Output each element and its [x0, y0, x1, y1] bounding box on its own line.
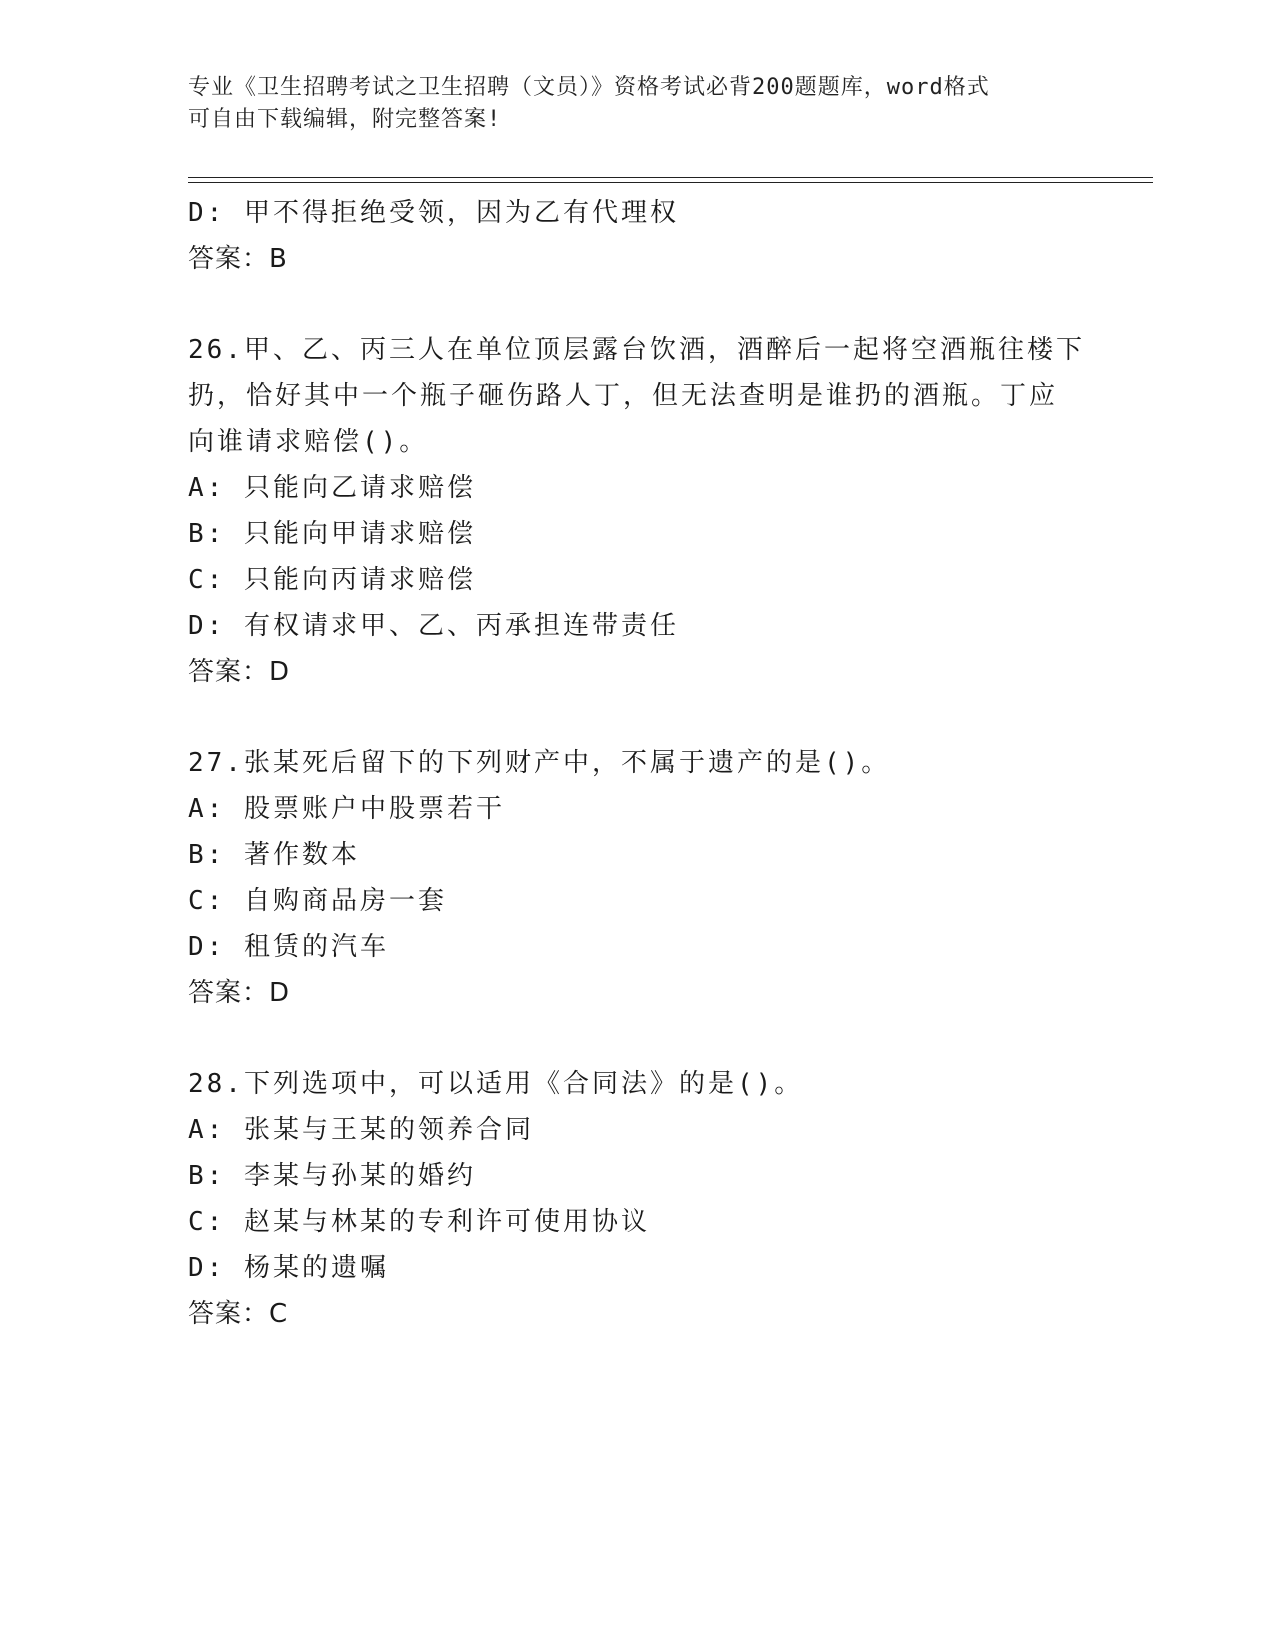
question-stem-line: 27.张某死后留下的下列财产中，不属于遗产的是()。: [188, 748, 891, 778]
question-27: [188, 740, 1088, 1016]
header-rule-bottom: [188, 182, 1153, 183]
option-c: C: 自购商品房一套: [188, 886, 447, 916]
option-b: B: 著作数本: [188, 840, 360, 870]
question-26: [188, 327, 1088, 695]
option-d: D: 杨某的遗嘱: [188, 1253, 389, 1283]
option-d: D: 有权请求甲、乙、丙承担连带责任: [188, 611, 679, 641]
question-25-tail: [188, 190, 1088, 282]
option-d: D: 甲不得拒绝受领，因为乙有代理权: [188, 198, 679, 228]
question-stem-line: 26.甲、乙、丙三人在单位顶层露台饮酒，酒醉后一起将空酒瓶往楼下: [188, 335, 1085, 365]
answer-line: 答案：D: [188, 657, 291, 687]
option-d: D: 租赁的汽车: [188, 932, 389, 962]
option-c: C: 只能向丙请求赔偿: [188, 565, 476, 595]
spacer: [188, 282, 1088, 327]
answer-line: 答案：B: [188, 244, 288, 274]
answer-line: 答案：C: [188, 1299, 289, 1329]
document-body: [188, 190, 1088, 1337]
spacer: [188, 1016, 1088, 1061]
header-line-2: 可自由下载编辑，附完整答案!: [188, 107, 502, 132]
option-b: B: 李某与孙某的婚约: [188, 1161, 476, 1191]
spacer: [188, 695, 1088, 740]
option-b: B: 只能向甲请求赔偿: [188, 519, 476, 549]
header-rule-top: [188, 177, 1153, 178]
answer-line: 答案：D: [188, 978, 291, 1008]
question-28: [188, 1061, 1088, 1337]
header-line-1: 专业《卫生招聘考试之卫生招聘（文员）》资格考试必背200题题库，word格式: [188, 75, 990, 100]
option-a: A: 股票账户中股票若干: [188, 794, 505, 824]
question-stem-line: 向谁请求赔偿()。: [188, 427, 429, 457]
question-stem-line: 扔，恰好其中一个瓶子砸伤路人丁，但无法查明是谁扔的酒瓶。丁应: [188, 381, 1059, 411]
document-header: [188, 72, 1088, 136]
question-stem-line: 28.下列选项中，可以适用《合同法》的是()。: [188, 1069, 804, 1099]
option-c: C: 赵某与林某的专利许可使用协议: [188, 1207, 650, 1237]
option-a: A: 只能向乙请求赔偿: [188, 473, 476, 503]
option-a: A: 张某与王某的领养合同: [188, 1115, 534, 1145]
